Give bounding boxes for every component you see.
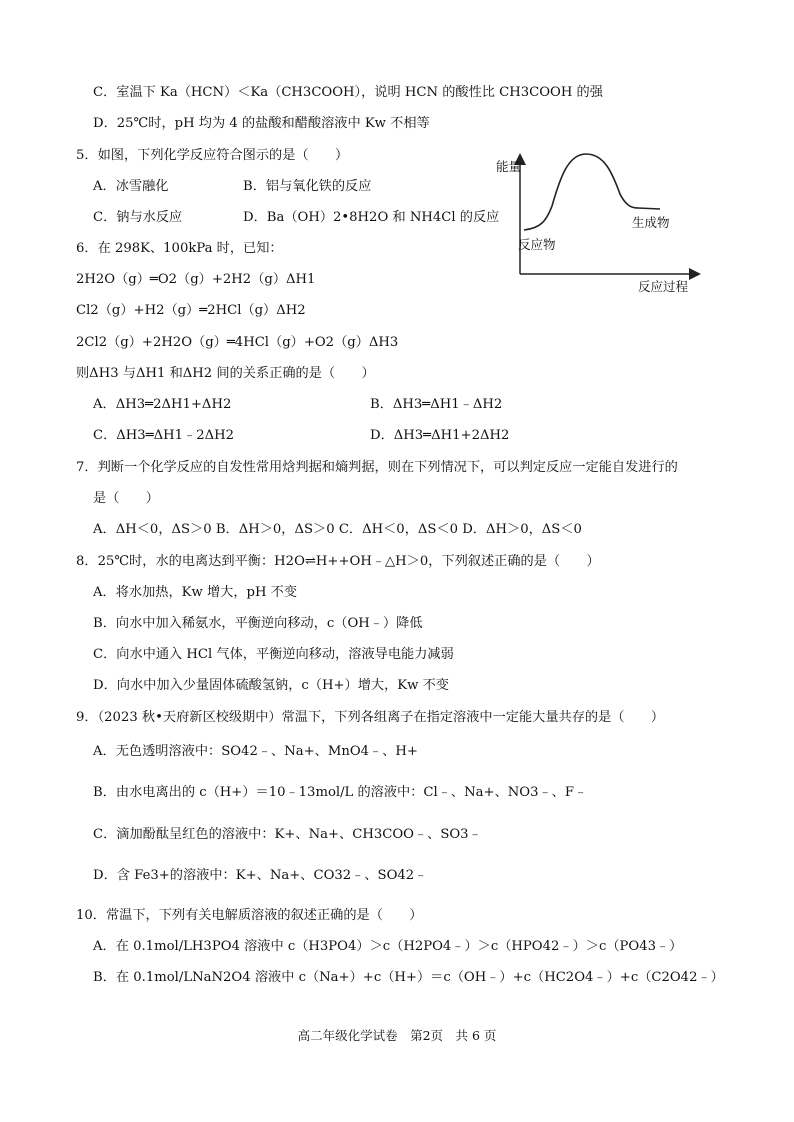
q7-stem-cont: 是（ ） [93, 491, 159, 506]
q6-stem: 6．在 298K、100kPa 时，已知： [76, 241, 283, 256]
q6-option-b: B．ΔH3═ΔH1﹣ΔH2 [370, 397, 503, 412]
q10-option-b: B．在 0.1mol/LNaN2O4 溶液中 c（Na+）+c（H+）＝c（OH﹣）+c（HC2O4﹣）+c（C2O42﹣） [93, 970, 724, 985]
q6-option-d: D．ΔH3═ΔH1+2ΔH2 [370, 428, 510, 443]
q9-option-a: A．无色透明溶液中：SO42﹣、Na+、MnO4﹣、H+ [93, 744, 418, 759]
q9-option-d: D．含 Fe3+的溶液中：K+、Na+、CO32﹣、SO42﹣ [93, 868, 428, 883]
q4-option-c: C．室温下 Ka（HCN）＜Ka（CH3COOH），说明 HCN 的酸性比 CH3COOH 的强 [93, 85, 603, 100]
q6-option-a: A．ΔH3═2ΔH1+ΔH2 [93, 397, 232, 412]
product-label: 生成物 [632, 215, 670, 230]
q5-option-a: A．冰雪融化 [93, 179, 169, 194]
q5-option-c: C．钠与水反应 [93, 210, 183, 225]
q6-equation-3: 2Cl2（g）+2H2O（g）═4HCl（g）+O2（g）ΔH3 [76, 335, 399, 350]
q6-question: 则ΔH3 与ΔH1 和ΔH2 间的关系正确的是（ ） [76, 366, 375, 381]
q9-stem: 9．（2023 秋•天府新区校级期中）常温下，下列各组离子在指定溶液中一定能大量共存的是（ ） [76, 710, 665, 725]
q6-equation-2: Cl2（g）+H2（g）═2HCl（g）ΔH2 [76, 303, 306, 318]
q5-stem: 5．如图，下列化学反应符合图示的是（ ） [76, 148, 349, 163]
q10-stem: 10．常温下，下列有关电解质溶液的叙述正确的是（ ） [76, 908, 423, 923]
y-axis-label: 能量 [496, 159, 522, 174]
page-footer: 高二年级化学试卷 第2页 共 6 页 [297, 1028, 497, 1043]
reactant-label: 反应物 [518, 237, 556, 252]
q6-option-c: C．ΔH3═ΔH1﹣2ΔH2 [93, 428, 235, 443]
q8-option-a: A．将水加热，Kw 增大，pH 不变 [93, 585, 298, 600]
q8-stem: 8．25℃时，水的电离达到平衡：H2O⇌H++OH﹣△H＞0，下列叙述正确的是（ ） [76, 554, 600, 569]
q7-stem: 7．判断一个化学反应的自发性常用焓判据和熵判据，则在下列情况下，可以判定反应一定能自发进行的 [76, 460, 678, 475]
q6-equation-1: 2H2O（g）═O2（g）+2H2（g）ΔH1 [76, 272, 316, 287]
q4-option-d: D．25℃时，pH 均为 4 的盐酸和醋酸溶液中 Kw 不相等 [93, 116, 430, 131]
q5-option-b: B．铝与氧化铁的反应 [243, 179, 372, 194]
q10-option-a: A．在 0.1mol/LH3PO4 溶液中 c（H3PO4）＞c（H2PO4﹣）＞c（HPO42﹣）＞c（PO43﹣） [93, 939, 683, 954]
q7-options: A．ΔH＜0，ΔS＞0 B．ΔH＞0，ΔS＞0 C．ΔH＜0，ΔS＜0 D．ΔH＞0，ΔS＜0 [93, 522, 582, 537]
q8-option-c: C．向水中通入 HCl 气体，平衡逆向移动，溶液导电能力减弱 [93, 647, 454, 662]
q8-option-b: B．向水中加入稀氨水，平衡逆向移动，c（OH﹣）降低 [93, 616, 423, 631]
energy-diagram [488, 150, 708, 296]
q9-option-c: C．滴加酚酞呈红色的溶液中：K+、Na+、CH3COO﹣、SO3﹣ [93, 827, 482, 842]
q5-option-d: D．Ba（OH）2•8H2O 和 NH4Cl 的反应 [243, 210, 500, 225]
q9-option-b: B．由水电离出的 c（H+）＝10﹣13mol/L 的溶液中：Cl﹣、Na+、NO3﹣、F﹣ [93, 785, 588, 800]
x-axis-label: 反应过程 [638, 279, 689, 294]
q8-option-d: D．向水中加入少量固体硫酸氢钠，c（H+）增大，Kw 不变 [93, 678, 449, 693]
